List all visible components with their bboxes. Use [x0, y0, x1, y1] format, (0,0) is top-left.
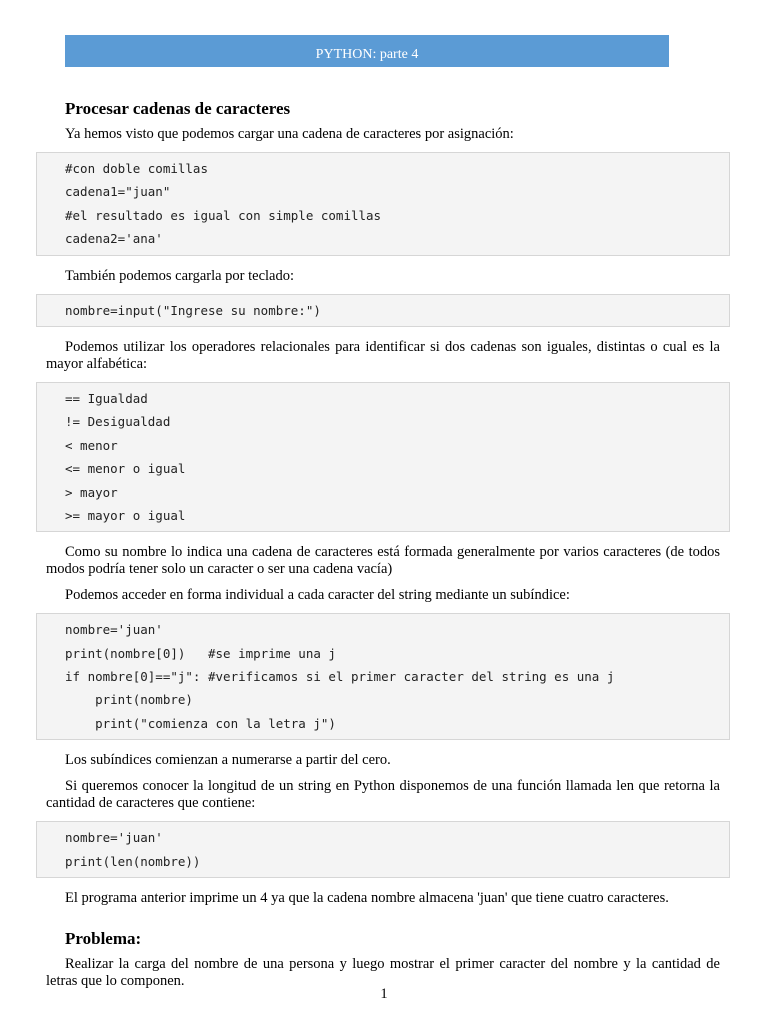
paragraph-asignacion: Ya hemos visto que podemos cargar una cadena de caracteres por asignación:	[65, 126, 514, 142]
code-block-len	[36, 821, 730, 878]
section-heading-procesar-cadenas: Procesar cadenas de caracteres	[65, 99, 291, 118]
code-block-subindice	[36, 613, 730, 740]
code-line: == Igualdad	[65, 390, 148, 406]
code-line: print("comienza con la letra j")	[65, 715, 336, 731]
code-block-asignacion	[36, 152, 730, 256]
code-line: cadena2='ana'	[65, 231, 163, 247]
code-line: <= menor o igual	[65, 461, 186, 477]
header-bar	[65, 35, 669, 67]
paragraph-operadores: Podemos utilizar los operadores relacionales para identificar si dos cadenas son iguales, distintas o cual es la mayor alfabética:	[46, 338, 720, 372]
code-line: #el resultado es igual con simple comillas	[65, 207, 382, 223]
code-line: print(nombre[0]) #se imprime una j	[65, 645, 336, 661]
code-line: cadena1="juan"	[65, 184, 171, 200]
document-content	[46, 98, 720, 999]
paragraph-imprime-4: El programa anterior imprime un 4 ya que la cadena nombre almacena 'juan' que tiene cuatro caracteres.	[65, 890, 669, 907]
code-block-input	[36, 294, 730, 327]
paragraph-problema: Realizar la carga del nombre de una persona y luego mostrar el primer caracter del nombre y la cantidad de letras que lo componen.	[46, 956, 720, 990]
code-line: nombre='juan'	[65, 622, 163, 638]
code-line: print(nombre)	[65, 692, 193, 708]
section-heading-problema: Problema:	[65, 929, 142, 949]
code-line: >= mayor o igual	[65, 507, 186, 523]
page-number: 1	[380, 986, 388, 1002]
code-block-operadores	[36, 382, 730, 532]
section-spacer	[46, 916, 720, 928]
paragraph-len: Si queremos conocer la longitud de un string en Python disponemos de una función llamada len que retorna la cantidad de caracteres que contiene:	[46, 778, 720, 812]
code-line: nombre=input("Ingrese su nombre:")	[65, 302, 321, 318]
code-line: nombre='juan'	[65, 830, 163, 846]
code-line: #con doble comillas	[65, 161, 208, 176]
code-line: if nombre[0]=="j": #verificamos si el primer caracter del string es una j	[65, 669, 615, 685]
code-line: < menor	[65, 437, 118, 453]
paragraph-subindices-cero: Los subíndices comienzan a numerarse a partir del cero.	[65, 752, 391, 769]
paragraph-subindice: Podemos acceder en forma individual a cada caracter del string mediante un subíndice:	[65, 587, 570, 604]
code-line: > mayor	[65, 484, 118, 500]
header-title: PYTHON: parte 4	[315, 47, 419, 62]
paragraph-cadena-formada: Como su nombre lo indica una cadena de caracteres está formada generalmente por varios caracteres (de todos modos podría tener solo un caracter o ser una cadena vacía)	[46, 544, 720, 578]
code-line: print(len(nombre))	[65, 853, 201, 869]
paragraph-teclado: También podemos cargarla por teclado:	[65, 267, 295, 284]
code-line: != Desigualdad	[65, 414, 171, 430]
